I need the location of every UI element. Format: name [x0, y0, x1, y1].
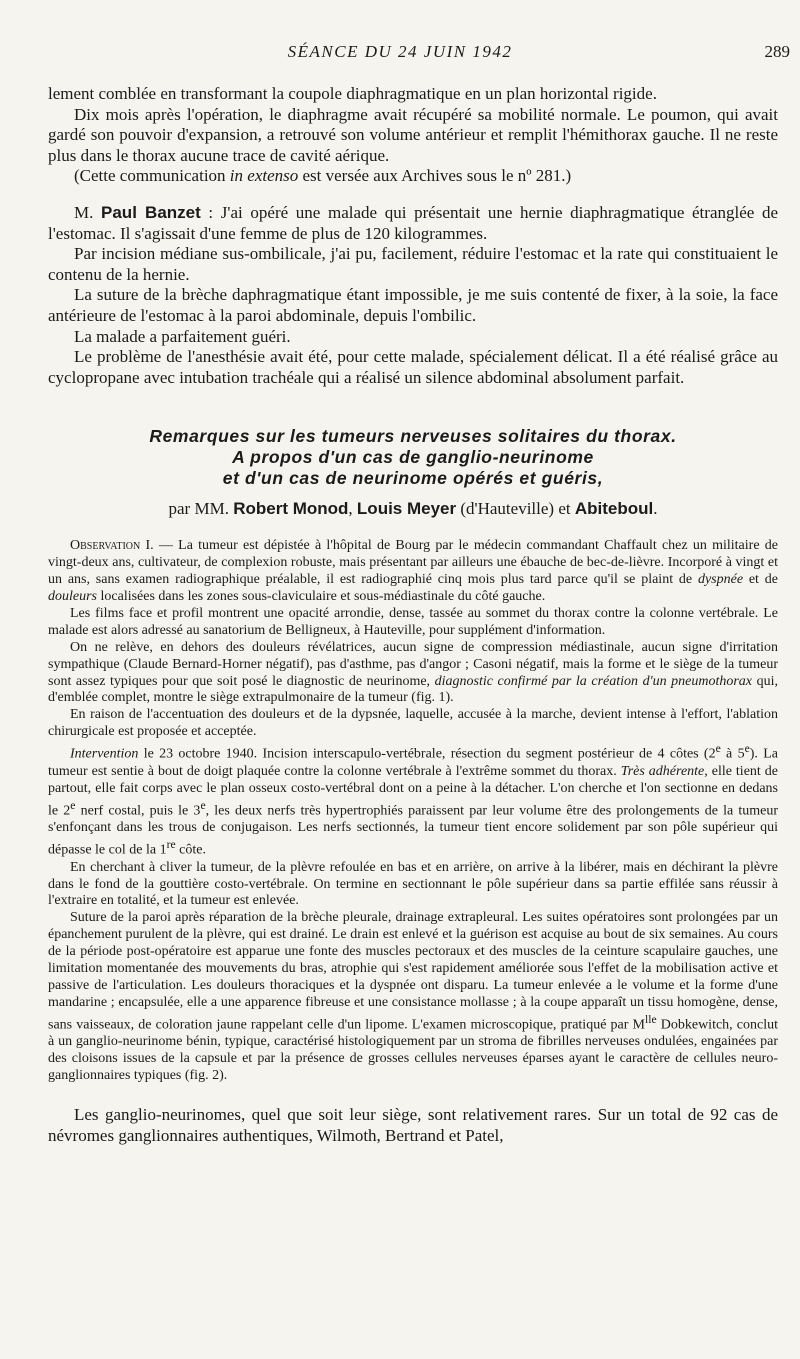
paragraph: Les ganglio-neurinomes, quel que soit leur siège, sont relativement rares. Sur un total de 92 cas de névromes ganglionnaires authentiques, Wilmoth, Bertrand et Patel,	[48, 1105, 778, 1145]
page-number: 289	[764, 42, 790, 61]
author-name: Abiteboul	[574, 499, 654, 519]
paragraph: La malade a parfaitement guéri.	[74, 326, 291, 346]
running-title: SÉANCE DU 24 JUIN 1942	[287, 42, 513, 61]
spacer	[48, 187, 778, 203]
spacer	[48, 1085, 778, 1105]
section-banzet	[48, 203, 778, 388]
archive-note: (Cette communication in extenso est versée aux Archives sous le nº 281.)	[74, 166, 572, 186]
main-column	[48, 84, 778, 1146]
paragraph: En cherchant à cliver la tumeur, de la plèvre refoulée en bas et en arrière, on arrive à la libérer, mais en déchirant la plèvre dans le fond de la gouttière costo-vertébrale. On termine en sectionnant le pôle supérieur dans sa partie effilée sans réussir à l'extraire en totalité, et la tumeur est enlevée.	[48, 859, 778, 909]
paragraph: lement comblée en transformant la coupole diaphragmatique en un plan horizontal rigide.	[48, 84, 657, 103]
paragraph: En raison de l'accentuation des douleurs et de la dypsnée, laquelle, accusée à la marche, devient intense à l'effort, l'ablation chirurgicale est proposée et acceptée.	[48, 707, 778, 740]
observation-label: Observation I.	[70, 538, 154, 554]
paragraph: Suture de la paroi après réparation de la brèche pleurale, drainage extrapleural. Les suites opératoires sont prolongées par un épanchement purulent de la plèvre, qui est drainé. Le drain est enlevé et la guérison est acquise au bout de six semaines. Au cours de la période post-opératoire est apparue une fonte des muscles pectoraux et des muscles de la ceinture scapulaire gauches, une limitation momentanée des mouvements du bras, atrophie qui s'est rapidement améliorée sous l'effet de la mobilisation active et passive de l'articulation. Les douleurs thoraciques et la dyspnée ont disparu. La tumeur enlevée a le volume et la forme d'une mandarine ; encapsulée, elle a une apparence fibreuse et une consistance mollasse ; à la coupe apparaît un tissu homogène, dense, sans vaisseaux, de coloration jaune rappelant celle d'un lipome. L'examen microscopique, pratiqué par $M^{lle}$ Dobkewitch, conclut à un ganglio-neurinome bénin, typique, caractérisé histologiquement par un stroma de fibrilles nerveuses ondulées, engainées par des cloisons issues de la capsule et par la présence de grosses cellules nerveuses éparses ayant le caractère de cellules neuro-ganglionnaires typiques (fig. 2).	[48, 910, 778, 1084]
speaker-name: Paul Banzet	[101, 202, 201, 222]
paragraph: Les films face et profil montrent une opacité arrondie, dense, tassée au sommet du thorax contre la colonne vertébrale. Le malade est alors adressé au sanatorium de Belligneux, à Hauteville, pour supplément d'information.	[48, 605, 778, 638]
title-line: A propos d'un cas de ganglio-neurinome	[232, 447, 594, 468]
observation-block	[48, 538, 778, 1085]
paragraph: M. Paul Banzet : J'ai opéré une malade qui présentait une hernie diaphragmatique étranglée de l'estomac. Il s'agissait d'une femme de plus de 120 kilogrammes.	[48, 202, 778, 243]
author-name: Robert Monod	[233, 499, 349, 519]
paragraph: Par incision médiane sus-ombilicale, j'ai pu, facilement, réduire l'estomac et la rate qui constituaient le contenu de la hernie.	[48, 244, 778, 284]
paragraph: Observation I. — La tumeur est dépistée à l'hôpital de Bourg par le médecin commandant Chaffault chez un militaire de vingt-deux ans, cultivateur, de complexion robuste, mais présentant par ailleurs une ébauche de bec-de-lièvre. Incorporé à vingt et un ans, sans examen radiographique préalable, il est radiographié cinq mois plus tard parce qu'il se plaint de dyspnée et de douleurs localisées dans les zones sous-claviculaire et sous-médiastinale du côté gauche.	[48, 538, 778, 605]
page-header	[0, 42, 800, 66]
paragraph: Le problème de l'anesthésie avait été, pour cette malade, spécialement délicat. Il a été réalisé grâce au cyclopropane avec intubation trachéale qui a réalisé un silence abdominal absolument parfait.	[48, 347, 778, 387]
article-authors: par MM. Robert Monod, Louis Meyer (d'Hauteville) et Abiteboul.	[168, 499, 658, 519]
paragraph: On ne relève, en dehors des douleurs révélatrices, aucun signe de compression médiastinale, aucun signe d'irritation sympathique (Claude Bernard-Horner négatif), pas d'asthme, pas d'angor ; Casoni négatif, mais la forme et le siège de la tumeur sont assez typiques pour que soit posé le diagnostic de neurinome, diagnostic confirmé par la création d'un pneumothorax qui, d'emblée complet, montre le siège extrapulmonaire de la tumeur (fig. 1).	[48, 639, 778, 706]
paragraph: Dix mois après l'opération, le diaphragme avait récupéré sa mobilité normale. Le poumon, qui avait gardé son pouvoir d'expansion, a retrouvé son volume antérieur et remplit l'hémithorax gauche. Il ne reste plus dans le thorax aucune trace de cavité aérique.	[48, 104, 778, 165]
paragraph: La suture de la brèche daphragmatique étant impossible, je me suis contenté de fixer, à la soie, la face antérieure de l'estomac à la paroi abdominale, depuis l'ombilic.	[48, 285, 778, 325]
author-name: Louis Meyer	[356, 499, 457, 519]
title-line: et d'un cas de neurinome opérés et guéris,	[222, 468, 604, 489]
paragraph: Intervention le 23 octobre 1940. Incision interscapulo-vertébrale, résection du segment postérieur de 4 côtes (2e à 5e). La tumeur est sentie à bout de doigt plaquée contre la colonne vertébrale à l'extrême sommet du thorax. Très adhérente, elle tient de partout, elle fait corps avec le plan osseux costo-vertébral dont on a peine à la détacher. L'on cherche et l'on sectionne en dedans le 2e nerf costal, puis le 3e, les deux nerfs très hypertrophiés paraissent par leur volume être des prolongements de la tumeur s'enfonçant dans les trous de conjugaison. Les nerfs sectionnés, la tumeur tient encore solidement par son pôle supérieur qui dépasse le col de la 1re côte.	[48, 742, 778, 858]
article-title	[48, 426, 778, 489]
title-line: Remarques sur les tumeurs nerveuses solitaires du thorax.	[149, 426, 677, 447]
section-previous-communication	[48, 84, 778, 187]
